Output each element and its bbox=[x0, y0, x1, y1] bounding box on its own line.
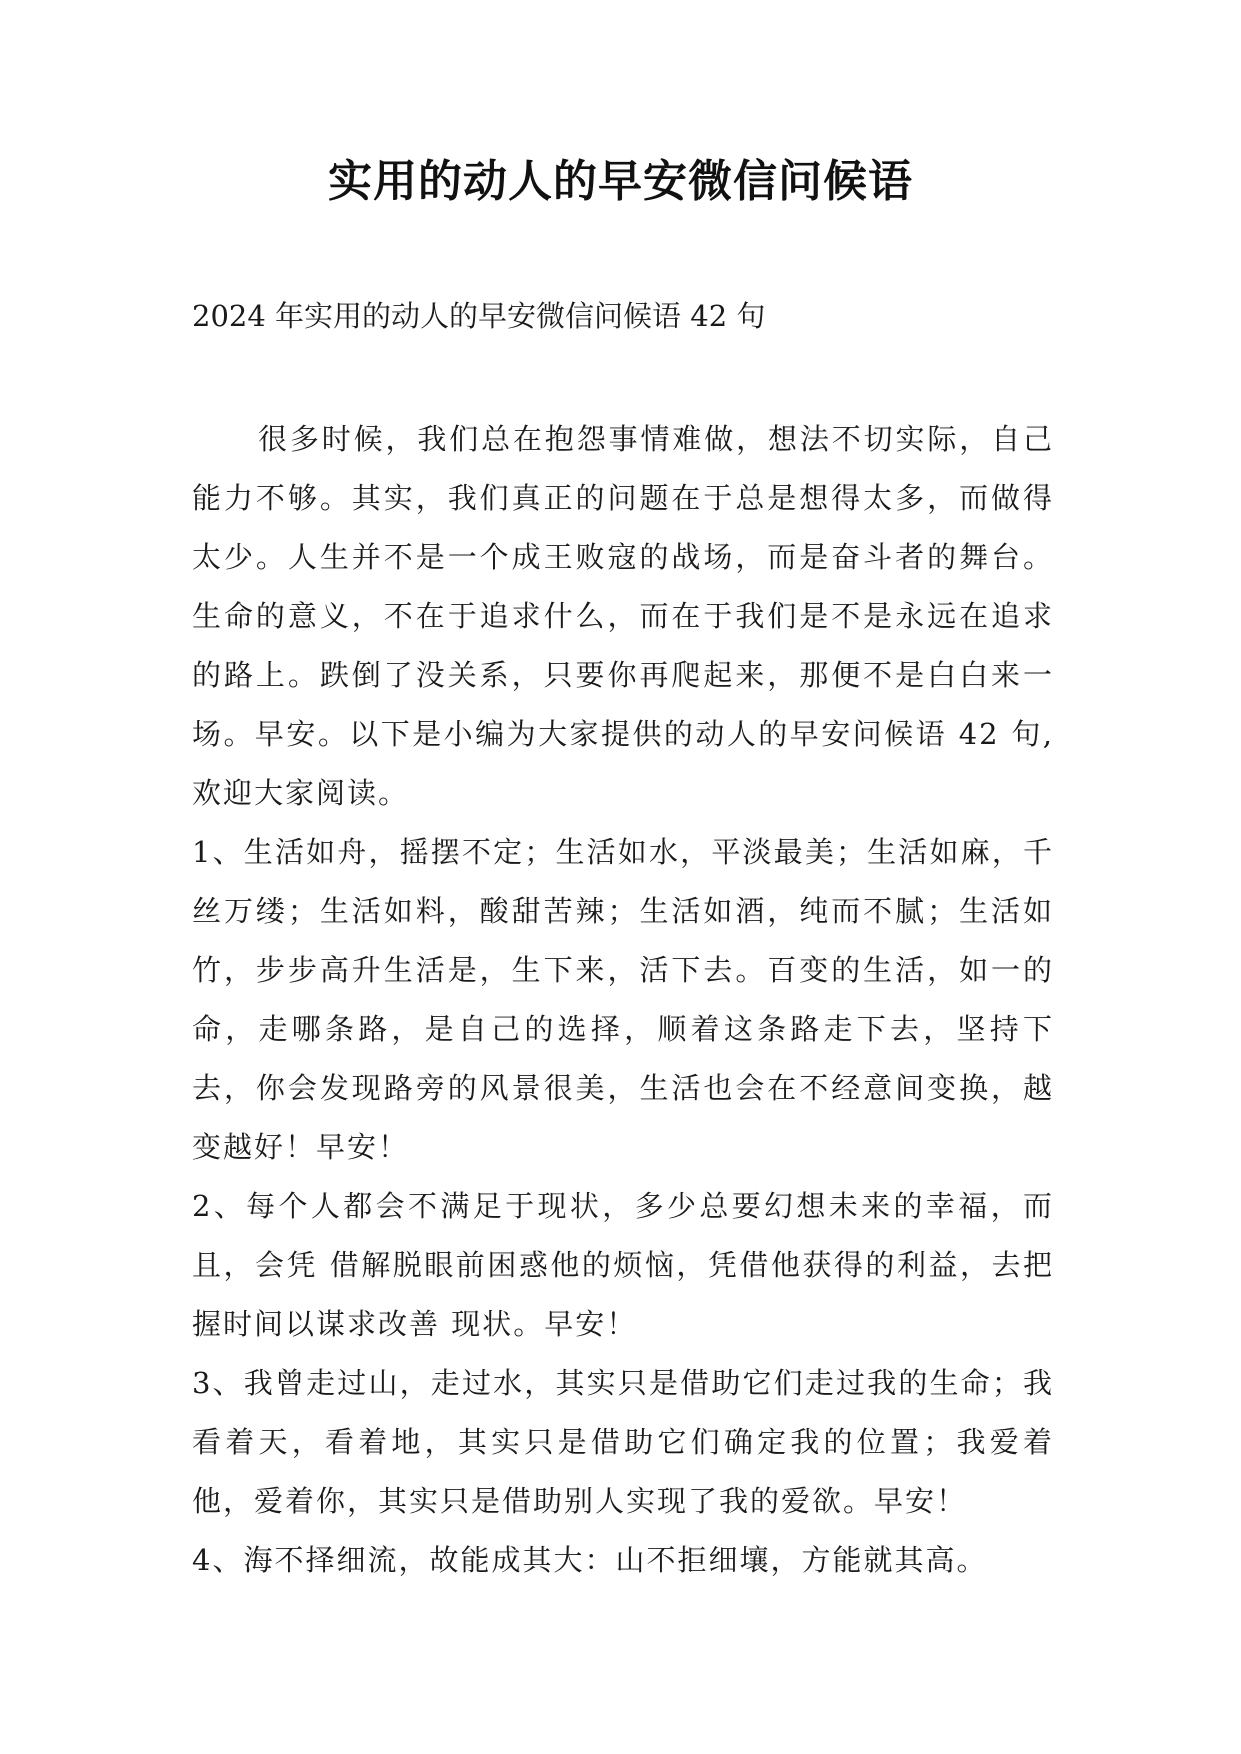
greeting-item-2: 2、每个人都会不满足于现状，多少总要幻想未来的幸福，而且，会凭 借解脱眼前困惑他的烦恼，凭借他获得的利益，去把握时间以谋求改善 现状。早安！ bbox=[192, 1189, 1054, 1341]
intro-paragraph: 很多时候，我们总在抱怨事情难做，想法不切实际，自己能力不够。其实，我们真正的问题在于总是想得太多，而做得太少。人生并不是一个成王败寇的战场，而是奋斗者的舞台。生命的意义，不在于追求什么，而在于我们是不是永远在追求的路上。跌倒了没关系，只要你再爬起来，那便不是白白来一场。早安。以下是小编为大家提供的动人的早安问候语 42 句,欢迎大家阅读。 bbox=[192, 422, 1054, 810]
document-title: 实用的动人的早安微信问候语 bbox=[328, 156, 913, 207]
document-subtitle: 2024 年实用的动人的早安微信问候语 42 句 bbox=[192, 299, 766, 333]
greeting-item-3: 3、我曾走过山，走过水，其实只是借助它们走过我的生命；我看着天，看着地，其实只是借助它们确定我的位置；我爱着他，爱着你，其实只是借助别人实现了我的爱欲。早安！ bbox=[192, 1366, 1054, 1518]
greeting-item-1: 1、生活如舟，摇摆不定；生活如水，平淡最美；生活如麻，千丝万缕；生活如料，酸甜苦辣；生活如酒，纯而不腻；生活如竹，步步高升生活是，生下来，活下去。百变的生活，如一的命，走哪条路，是自己的选择，顺着这条路走下去，坚持下去，你会发现路旁的风景很美，生活也会在不经意间变换，越变越好！早安！ bbox=[192, 835, 1054, 1164]
document-body bbox=[192, 410, 1054, 1590]
greeting-item-4: 4、海不择细流，故能成其大：山不拒细壤，方能就其高。 bbox=[192, 1543, 988, 1577]
